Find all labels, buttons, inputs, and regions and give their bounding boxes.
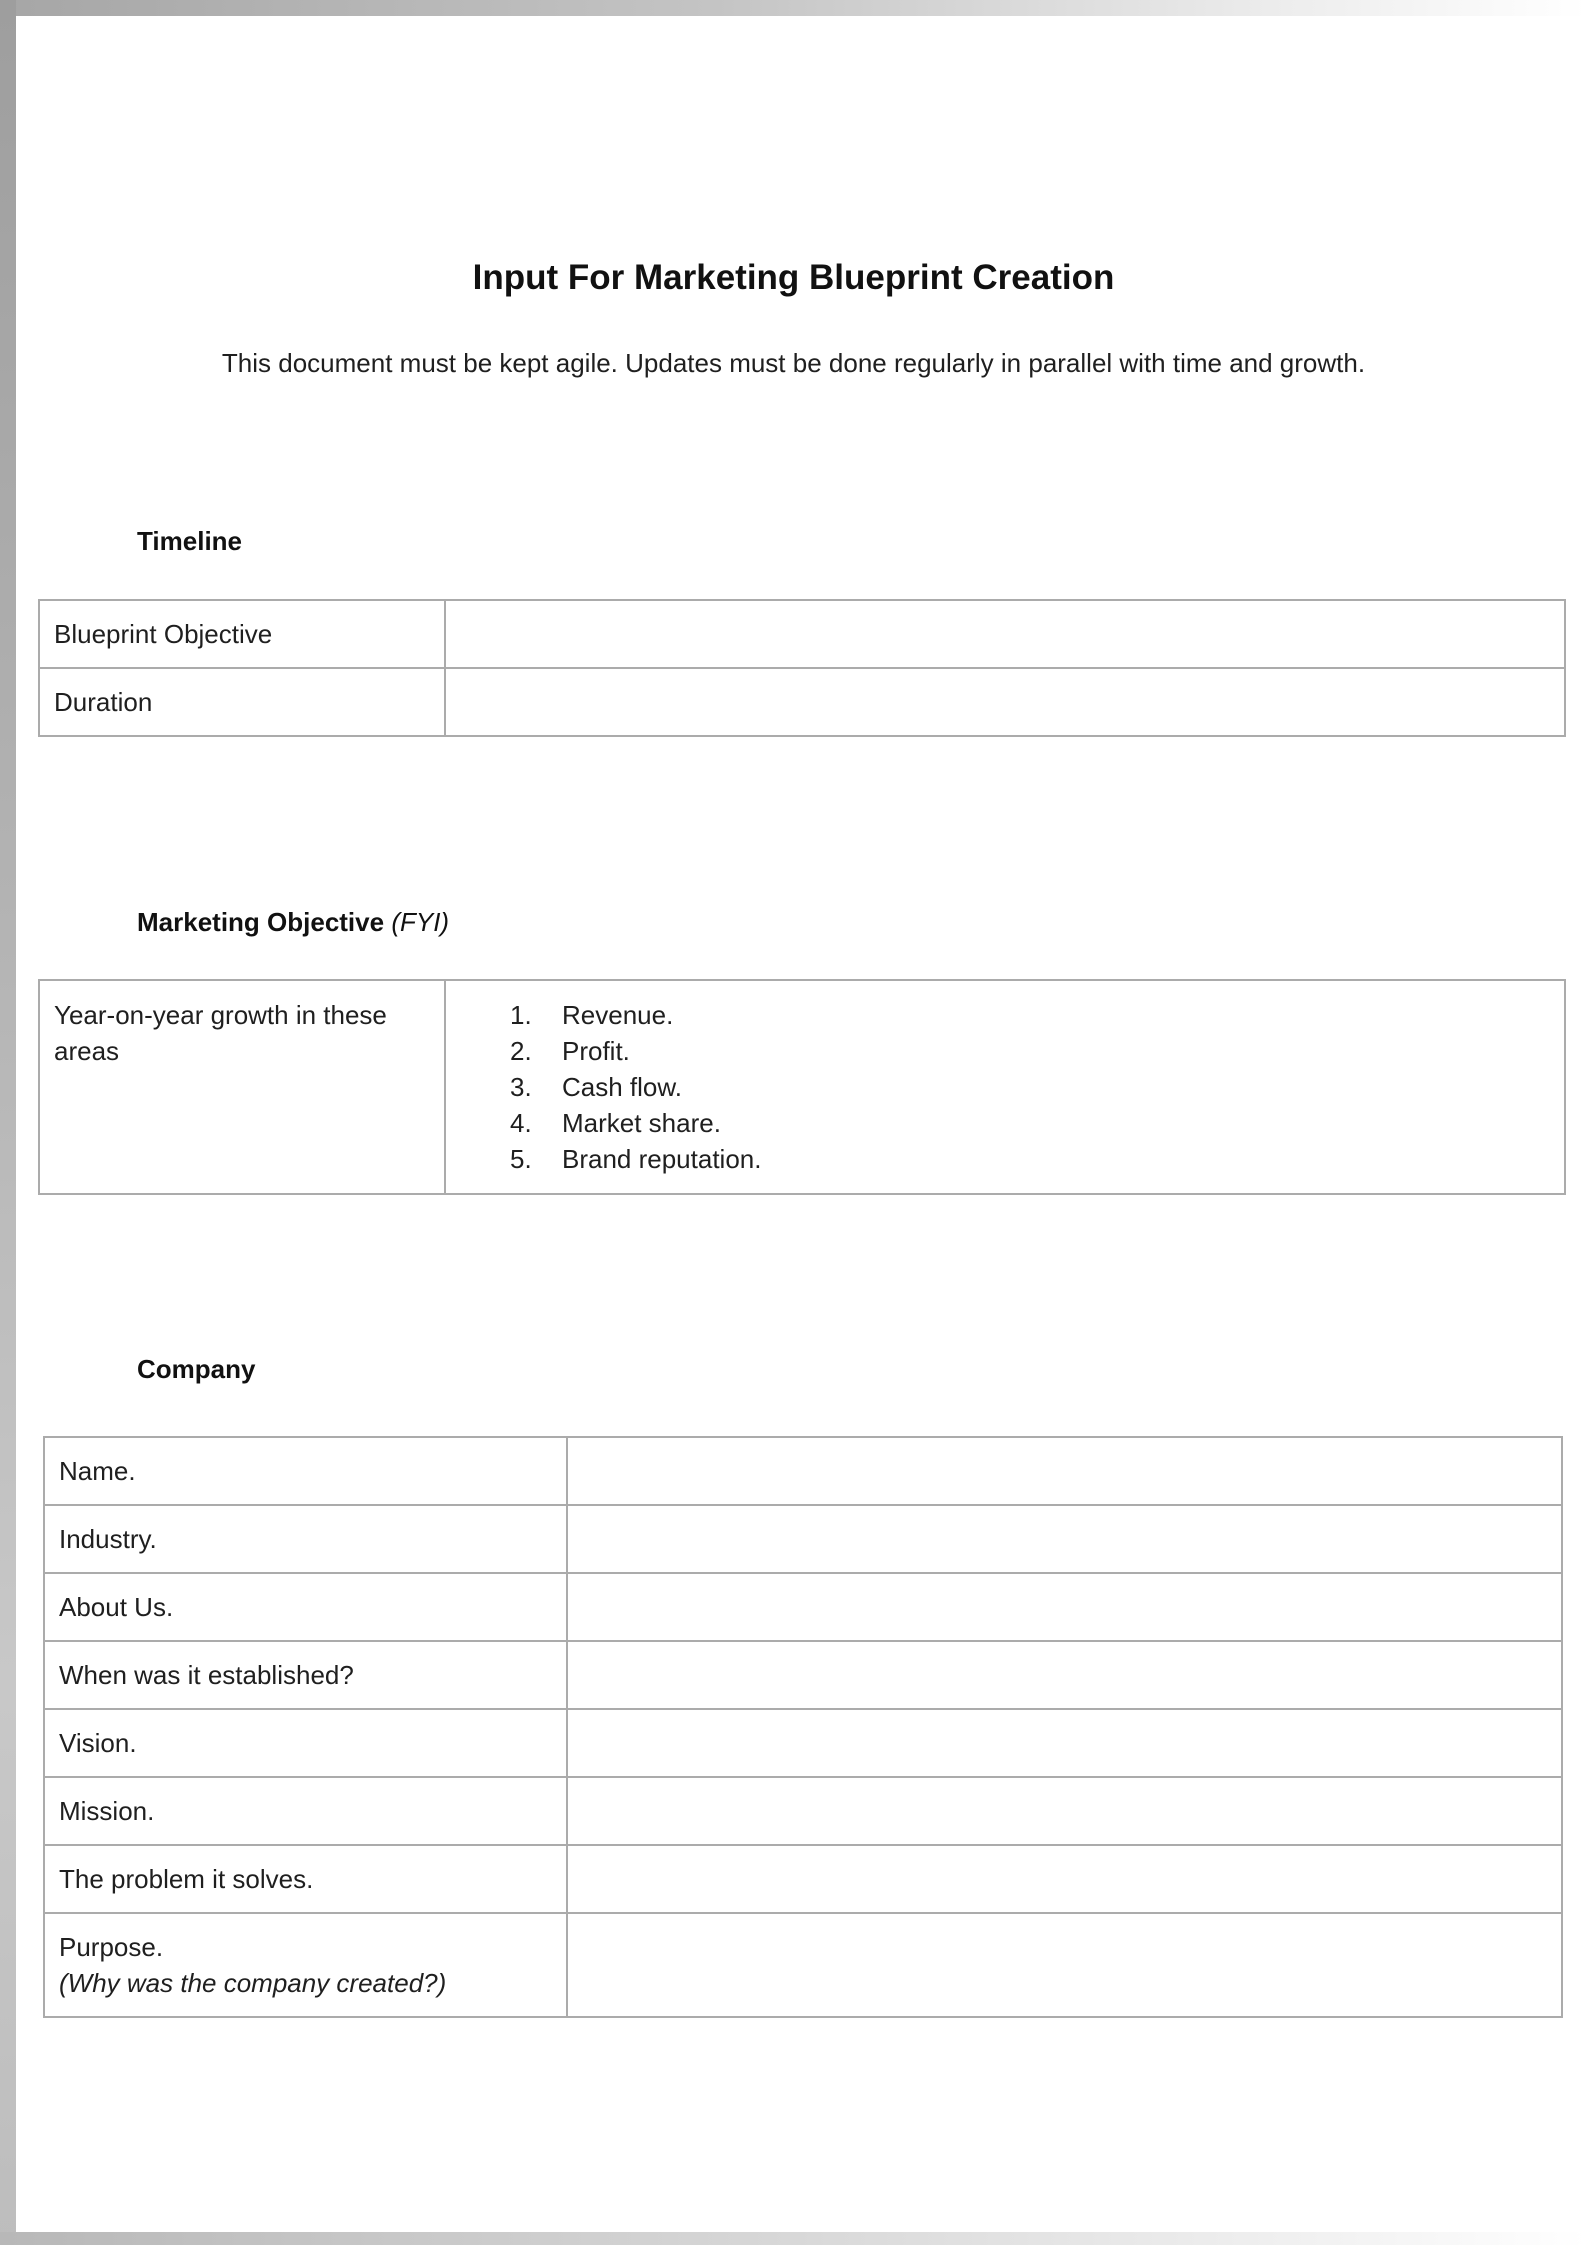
- table-row: [44, 1913, 1562, 2017]
- marketing-objective-heading-text: Marketing Objective: [137, 907, 385, 937]
- table-row: [44, 1845, 1562, 1913]
- list-item: [460, 1033, 1550, 1069]
- list-item: [460, 1105, 1550, 1141]
- page-frame-top: [0, 0, 1587, 16]
- marketing-objective-heading-note: (FYI): [391, 907, 450, 937]
- established-field[interactable]: [567, 1641, 1562, 1709]
- marketing-objective-table: [38, 979, 1566, 1195]
- growth-areas-cell: [445, 980, 1565, 1194]
- problem-label: The problem it solves.: [44, 1845, 567, 1913]
- industry-label: Industry.: [44, 1505, 567, 1573]
- list-item-text: Brand reputation.: [562, 1144, 762, 1174]
- document-subtitle: This document must be kept agile. Updates must be done regularly in parallel with time and growth.: [221, 348, 1366, 378]
- table-row: [39, 980, 1565, 1194]
- timeline-table: [38, 599, 1566, 737]
- purpose-sublabel: (Why was the company created?): [59, 1968, 447, 1998]
- duration-label: Duration: [39, 668, 445, 736]
- list-item: [460, 997, 1550, 1033]
- page-frame-left: [0, 0, 16, 2245]
- table-row: [39, 668, 1565, 736]
- list-item-number: 2.: [510, 1036, 532, 1066]
- industry-field[interactable]: [567, 1505, 1562, 1573]
- list-item-number: 3.: [510, 1072, 532, 1102]
- growth-areas-list: [460, 997, 1550, 1177]
- list-item-text: Profit.: [562, 1036, 630, 1066]
- timeline-heading: Timeline: [137, 526, 243, 556]
- list-item: [460, 1141, 1550, 1177]
- table-row: [44, 1641, 1562, 1709]
- list-item-number: 1.: [510, 1000, 532, 1030]
- marketing-objective-heading: [137, 907, 449, 938]
- mission-label: Mission.: [44, 1777, 567, 1845]
- about-us-label: About Us.: [44, 1573, 567, 1641]
- company-table: [43, 1436, 1563, 2018]
- list-item-number: 5.: [510, 1144, 532, 1174]
- table-row: [39, 600, 1565, 668]
- purpose-label-cell: [44, 1913, 567, 2017]
- vision-field[interactable]: [567, 1709, 1562, 1777]
- mission-field[interactable]: [567, 1777, 1562, 1845]
- growth-areas-label: Year-on-year growth in these areas: [39, 980, 445, 1194]
- purpose-field[interactable]: [567, 1913, 1562, 2017]
- company-heading: Company: [137, 1354, 256, 1384]
- about-us-field[interactable]: [567, 1573, 1562, 1641]
- company-name-label: Name.: [44, 1437, 567, 1505]
- document-title: Input For Marketing Blueprint Creation: [472, 258, 1115, 297]
- vision-label: Vision.: [44, 1709, 567, 1777]
- table-row: [44, 1505, 1562, 1573]
- list-item-number: 4.: [510, 1108, 532, 1138]
- list-item-text: Revenue.: [562, 1000, 674, 1030]
- table-row: [44, 1573, 1562, 1641]
- purpose-label: Purpose.: [59, 1932, 164, 1962]
- list-item-text: Market share.: [562, 1108, 721, 1138]
- page-frame-bottom: [0, 2232, 1587, 2245]
- table-row: [44, 1437, 1562, 1505]
- table-row: [44, 1709, 1562, 1777]
- problem-field[interactable]: [567, 1845, 1562, 1913]
- company-name-field[interactable]: [567, 1437, 1562, 1505]
- duration-field[interactable]: [445, 668, 1565, 736]
- list-item-text: Cash flow.: [562, 1072, 682, 1102]
- blueprint-objective-label: Blueprint Objective: [39, 600, 445, 668]
- list-item: [460, 1069, 1550, 1105]
- blueprint-objective-field[interactable]: [445, 600, 1565, 668]
- established-label: When was it established?: [44, 1641, 567, 1709]
- table-row: [44, 1777, 1562, 1845]
